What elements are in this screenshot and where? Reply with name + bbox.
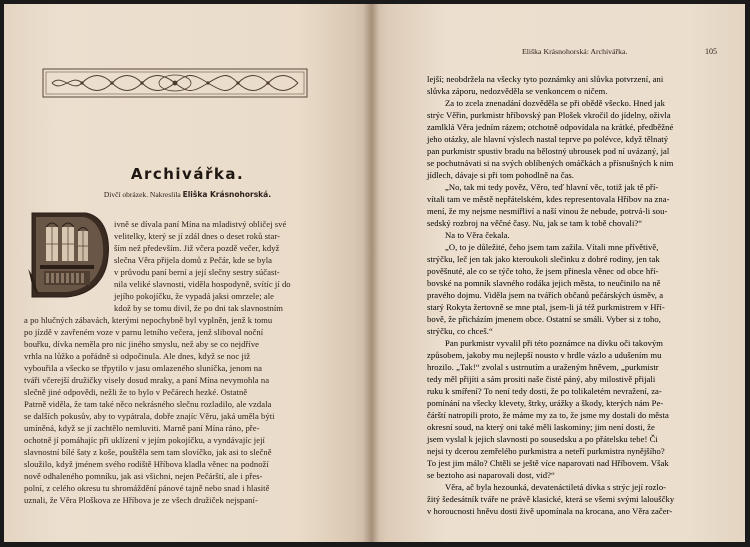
subtitle-prefix: Divčí obrázek. Nakreslila	[103, 190, 183, 199]
text-line: okresní soud, na který oni také měli laskominy; jim není dosti, že	[427, 422, 655, 432]
text-line: jídlech, dávaje si při tom pohodlně na čas.	[427, 170, 575, 180]
text-line: ochotně jí pomáhajíc při uklízení v jejím pokojíčku, a vyndávajíc její	[24, 435, 265, 445]
text-line: slečna Věra přijela domů z Pečár, kde se byla	[114, 255, 273, 265]
text-line: starý Rokyta žertovně se mne ptal, jsem-li já též purkmistrem v Hří-	[427, 302, 665, 312]
text-line: se pochutnávati si na svých oblíbených omáčkách a přísnušných k nim	[427, 158, 674, 168]
page-number: 105	[705, 47, 717, 56]
article-title: Archivářka.	[130, 165, 245, 183]
text-line: strýčku, leč jen tak jako kteroukoli slečinku z dobré rodiny, jen tak	[427, 254, 660, 264]
text-line: bouřku, dívka neměla pro nic jiného smyslu, než aby se co nejdříve	[24, 339, 260, 349]
text-line: vítali tam ve městě nepřátelském, kdes representovala Hříbov na zna-	[427, 194, 670, 204]
text-line: strýc Věřin, purkmistr hříbovský pan Plošek vkročil do jídelny, oživla	[427, 110, 671, 120]
text-line: ivně se dívala paní Mína na mladistvý obličej své	[114, 219, 287, 229]
text-line: kdož by se tomu divil, že po dni tak slavnostním	[114, 303, 284, 313]
text-line: vrhla na lůžko a pořádně si odpočinula. Ale dnes, když se noc již	[24, 351, 251, 361]
text-line: strýčku, co chceš.“	[427, 326, 493, 336]
text-line: zamlklá Věra jedním rázem; otchotně odpovídala na krátké, předběžné	[427, 122, 674, 132]
text-line: v průvodu paní berní a její slečny sestry súčast-	[114, 267, 280, 277]
text-line: Za to zcela znenadání dozvěděla se při obědě všecko. Hned jak	[445, 98, 665, 108]
left-page	[4, 4, 371, 542]
text-line: Na to Věra čekala.	[445, 230, 510, 240]
text-line: bovské na pomník slavného rodáka jejich města, to neučinilo na ně	[427, 278, 661, 288]
text-line: tváři včerejší družičky visely dosud mraky, a paní Mína nevymohla na	[24, 375, 270, 385]
author-name: Eliška Krásnohorská.	[182, 190, 272, 199]
text-line: po jízdě v zavřeném voze v parnu letního večera, jenž sliboval noční	[24, 327, 264, 337]
text-line: pomínání na všecky klevety, štrky, urážky a škody, kterých nám Pe-	[427, 398, 664, 408]
text-line: se dalších pokusův, aby to vypátrala, dobře znajíc Věru, jaká uměla býti	[24, 411, 275, 421]
text-line: ruku k smíření? To není tedy dosti, že po tolikaletém nevražení, za-	[427, 386, 662, 396]
text-line: Pan purkmistr vyvalil při této poznámce na dívku oči takovým	[445, 338, 664, 348]
text-line: vybouřila a všecko se třpytilo v jasu omlazeného sluníčka, jenom na	[24, 363, 262, 373]
text-line: sedský rozbroj na věčné časy. Nu, jak se tam k tobě chovali?“	[427, 218, 643, 228]
text-line: slečně jiné odpovědi, nežli že to bylo v Pečárech hezké. Ostatně	[24, 387, 248, 397]
text-line: mení, že my nejsme nesmiřliví a naší vinou že nebude, potrvá-li sou-	[427, 206, 668, 216]
text-line: polní, z celého okresu tu shromáždění pánové tajně nebo snad i hlasitě	[24, 483, 270, 493]
text-line: „No, tak mi tedy pověz, Věro, teď hlavní věc, totiž jak tě pří-	[445, 182, 659, 192]
text-line: pan purkmistr spustiv bradu na bělostný ubrousek pod ní uvázaný, jal	[427, 146, 670, 156]
text-line: slůvka záporu, nedozvěděla se venkoncem o ničem.	[427, 86, 608, 96]
text-line: pravého dojmu. Viděla jsem na tvářích občanů pečárských úsměv, a	[427, 290, 664, 300]
header-ornament	[42, 67, 308, 99]
text-line: jejího pokojíčku, že vypadá jaksi omrzele; ale	[114, 291, 275, 301]
article-subtitle	[4, 190, 371, 199]
text-line: uznali, že Věra Ploškova ze Hříbova je ze všech družiček nejspaní-	[24, 495, 258, 505]
text-line: velitelky, který se jí zdál dnes o deset roků star-	[114, 231, 281, 241]
running-head: Eliška Krásnohorská: Archivářka.	[522, 47, 628, 56]
text-line: nejsi ty dcerou zemřelého purkmistra a neteří purkmistra nynějšího?	[427, 446, 665, 456]
text-line: lejší; neobdržela na všecky tyto poznámky ani slůvka potvrzení, ani	[427, 74, 664, 84]
decorated-initial-illustration	[26, 209, 110, 299]
text-line: sloužilo, když jménem svého rodiště Hříbova kladla věnec na podnoží	[24, 459, 269, 469]
text-line: To jest jim málo? Chtěli se ještě více naparovati nad Hříbovem. Však	[427, 458, 669, 468]
text-line: se beztoho asi naparovali dost, vid?“	[427, 470, 555, 480]
text-line: žitý šedesátník tváře ne právě klasické, která se všemi svými lalouščky	[427, 494, 675, 504]
text-line: způsobem, jakoby mu nejlepší nousto v hrdle vázlo a udušením mu	[427, 350, 662, 360]
text-line: „O, to je důležité, čeho jsem tam zažila. Vítali mne přívětivě,	[445, 242, 659, 252]
text-line: čárští natropili proto, že máme my za to, že jsme my dostali do města	[427, 410, 669, 420]
text-line: Věra, ač byla hezounká, devatenáctiletá dívka s strýc její rozlo-	[445, 482, 667, 492]
text-line: jsem vyslal k jejich slavnosti po sousedsku a po přátelsku tebe! Či	[427, 434, 658, 444]
text-line: jeho otázky, ale hlavní výslech nastal teprve po polévce, když tělnatý	[427, 134, 669, 144]
text-line: nově odhaleného pomníku, jak asi všichni, nejen Pečárští, ale i přes-	[24, 471, 263, 481]
text-line: hrozilo. „Tak!“ zvolal s ustrnutím a uraženým hněvem, „purkmistr	[427, 362, 659, 372]
text-line: a po hlučných zábavách, kterými nepochybně byl vyplněn, jenž k tomu	[24, 315, 273, 325]
text-line: tedy měl přijíti a sám prositi naše čisté páný, aby milostivě přijali	[427, 374, 656, 384]
text-line: umíněná, když se jí zachtělo nemluviti. Marně paní Mína ráno, pře-	[24, 423, 260, 433]
text-line: nila veliké slavnosti, viděla hospodyně, svítíc jí do	[114, 279, 291, 289]
text-line: ším než především. Již včera pozdě večer, když	[114, 243, 280, 253]
text-line: pověšnuté, ale co se týče toho, že jsem přinesla věnec od obce hří-	[427, 266, 659, 276]
text-line: v horoucnosti hněvu dosti živě upomínala na krocana, ano Věra začer-	[427, 506, 673, 516]
text-line: Patrně viděla, že tam také něco nekrásného slečnu rozladilo, ale vzdala	[24, 399, 272, 409]
text-line: slavnostní bílé šaty z koše, pouštěla sem tam slovíčko, jak asi to slečně	[24, 447, 272, 457]
text-line: bově, že přicházím jmenem obce. Ostatní se smáli. Vyber si z toho,	[427, 314, 661, 324]
